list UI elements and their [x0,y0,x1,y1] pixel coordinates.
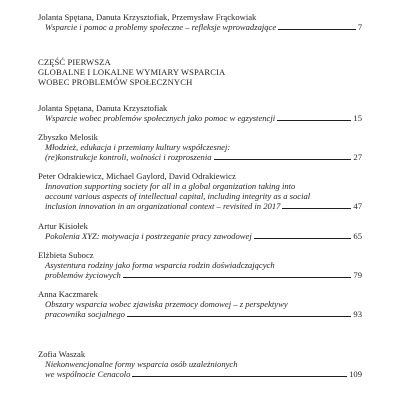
entry-title-line: problemów życiowych [45,270,121,280]
entry-title: Wsparcie wobec problemów społecznych jako pomoc w egzystencji [45,113,276,123]
leader-dots [127,316,351,317]
entry-page-number: 79 [353,270,362,280]
toc-entry[interactable] [38,171,362,211]
entry-author: Zofia Waszak [38,349,86,359]
entry-title-line: Młodzież, edukacja i przemiany kultury współczesnej: [45,142,231,152]
entry-title-line: Asystentura rodziny jako forma wsparcia rodzin doświadczających [45,260,275,270]
leader-dots [132,376,347,377]
toc-entry[interactable] [38,250,362,280]
entry-page-number: 7 [357,22,362,32]
entry-page-number: 15 [353,113,362,123]
entry-page-number: 27 [353,152,362,162]
leader-dots [254,238,352,239]
entry-title-line: (re)konstrukcje kontroli, wolności i rozproszenia [45,152,212,162]
entry-author: Jolanta Spętana, Danuta Krzysztofiak, Przemysław Frąckowiak [38,12,257,22]
leader-dots [123,277,352,278]
entry-title-line: account various aspects of intellectual capital, including integrity as a social [45,191,311,201]
entry-author: Jolanta Spętana, Danuta Krzysztofiak [38,103,168,113]
entry-author: Zbyszko Melosik [38,132,98,142]
entry-page-number: 47 [353,201,362,211]
entry-title-line: Niekonwencjonalne formy wsparcia osób uzależnionych [45,359,238,369]
entry-page-number: 109 [349,369,362,379]
entry-title: Wsparcie i pomoc a problemy społeczne – refleksje wprowadzające [45,22,277,32]
toc-entry-intro[interactable] [38,12,362,32]
entry-title-line: pracownika socjalnego [45,309,125,319]
entry-title-line: we wspólnocie Cenacolo [45,369,131,379]
leader-dots [282,208,351,209]
entry-author: Elżbieta Subocz [38,250,94,260]
toc-entry[interactable] [38,221,362,241]
part-heading [38,57,368,87]
part-title-line-2: WOBEC PROBLEMÓW SPOŁECZNYCH [38,77,193,87]
leader-dots [214,159,352,160]
entry-author: Peter Odrakiewicz, Michael Gaylord, David Odrakiewicz [38,171,236,181]
entry-author: Artur Kisiołek [38,221,88,231]
entry-author: Anna Kaczmarek [38,289,98,299]
entry-title: Pokolenia XYZ: motywacja i postrzeganie pracy zawodowej [45,231,252,241]
toc-entry[interactable] [38,132,362,162]
part-title-line-1: GLOBALNE I LOKALNE WYMIARY WSPARCIA [38,67,226,77]
entry-title-line: Innovation supporting society for all in a global organization taking into [45,181,296,191]
entry-title-line: Obszary wsparcia wobec zjawiska przemocy domowej – z perspektywy [45,299,288,309]
entry-page-number: 93 [353,309,362,319]
toc-entry[interactable] [38,103,362,123]
entry-title-line: inclusion innovation in an organizational context – revisited in 2017 [45,201,281,211]
toc-entry[interactable] [38,289,362,319]
toc-entry[interactable] [38,349,362,379]
leader-dots [278,29,356,30]
entry-page-number: 65 [353,231,362,241]
leader-dots [277,120,351,121]
part-label: CZĘŚĆ PIERWSZA [38,57,111,67]
